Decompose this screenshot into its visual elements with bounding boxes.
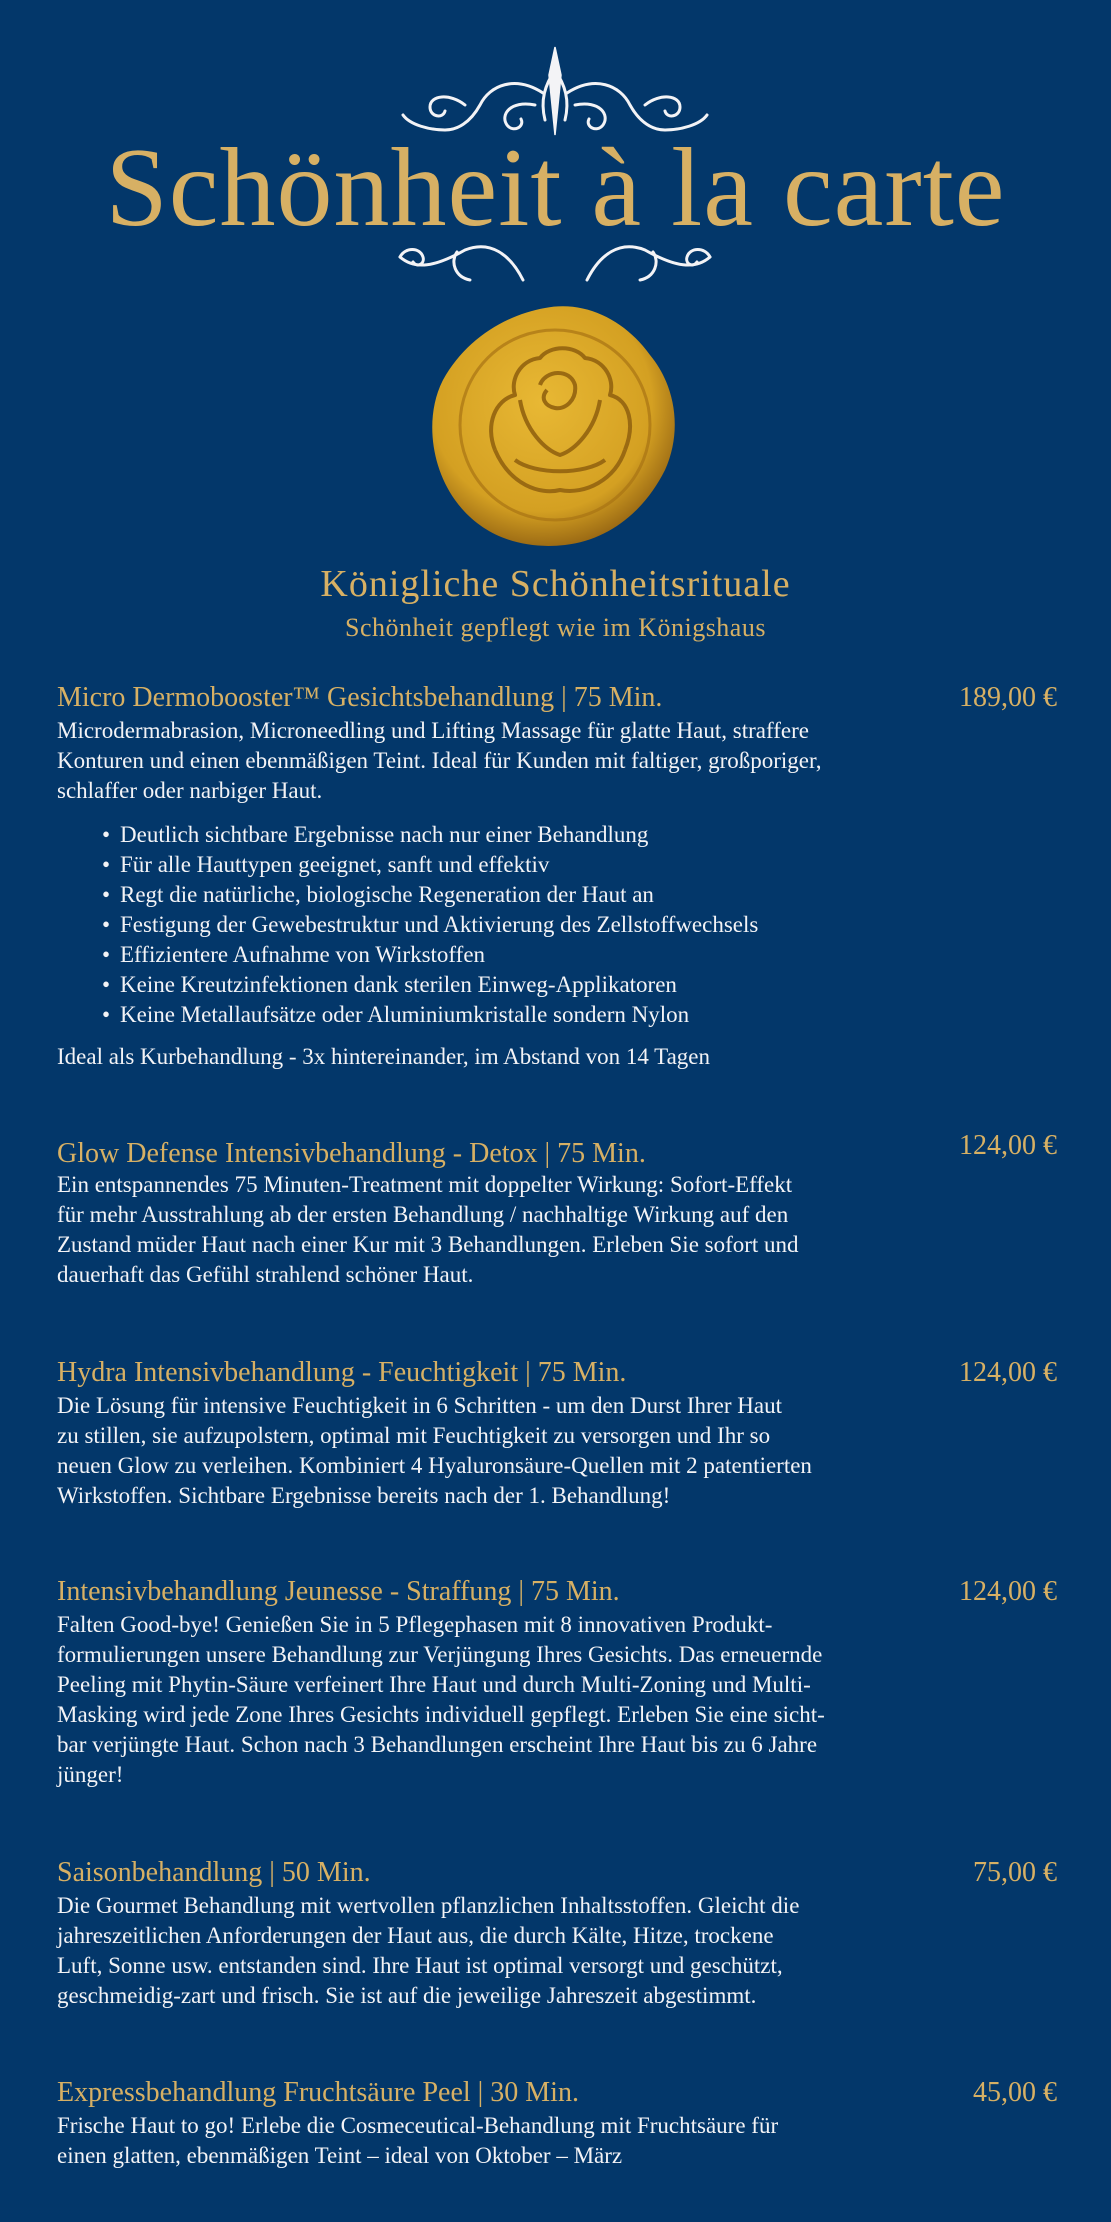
description-line: Luft, Sonne usw. entstanden sind. Ihre Haut ist optimal versorgt und geschützt, [57, 1953, 783, 1978]
treatment-item [57, 680, 1057, 1072]
description-line: jünger! [57, 1762, 124, 1787]
benefit-text: Keine Metallaufsätze oder Aluminiumkristalle sondern Nylon [120, 1002, 690, 1027]
section-tagline: Schönheit gepflegt wie im Königshaus [345, 613, 766, 642]
bullet-icon: • [102, 942, 111, 967]
treatment-name: Hydra Intensivbehandlung - Feuchtigkeit | 75 Min. [57, 1357, 627, 1388]
flourish-ornament-icon [395, 242, 715, 287]
treatment-name: Saisonbehandlung | 50 Min. [57, 1857, 371, 1888]
benefit-item [102, 910, 1057, 940]
treatment-name: Intensivbehandlung Jeunesse - Straffung | 75 Min. [57, 1576, 620, 1607]
description-line: einen glatten, ebenmäßigen Teint – ideal von Oktober – März [57, 2143, 623, 2168]
description-line: Die Lösung für intensive Feuchtigkeit in 6 Schritten - um den Durst Ihrer Haut [57, 1393, 782, 1418]
description-line: Ein entspannendes 75 Minuten-Treatment mit doppelter Wirkung: Sofort-Effekt [57, 1172, 793, 1197]
treatment-price: 124,00 € [959, 1130, 1057, 1161]
treatment-note: Ideal als Kurbehandlung - 3x hintereinander, im Abstand von 14 Tagen [57, 1044, 711, 1069]
description-line: formulierungen unsere Behandlung zur Verjüngung Ihres Gesichts. Das erneuernde [57, 1642, 823, 1667]
benefit-text: Deutlich sichtbare Ergebnisse nach nur einer Behandlung [120, 822, 649, 847]
treatment-price: 124,00 € [959, 1576, 1057, 1607]
description-line: zu stillen, sie aufzupolstern, optimal mit Feuchtigkeit zu versorgen und Ihr so [57, 1423, 771, 1448]
treatment-description [57, 1610, 1007, 1790]
treatment-price: 45,00 € [973, 2077, 1057, 2108]
treatment-price: 124,00 € [959, 1357, 1057, 1388]
treatment-price: 75,00 € [973, 1857, 1057, 1888]
treatment-item [57, 1855, 1057, 2011]
description-line: dauerhaft das Gefühl strahlend schöner Haut. [57, 1262, 474, 1287]
description-line: für mehr Ausstrahlung ab der ersten Behandlung / nachhaltige Wirkung auf den [57, 1202, 789, 1227]
benefit-text: Regt die natürliche, biologische Regeneration der Haut an [120, 882, 654, 907]
treatment-description [57, 2111, 1007, 2171]
bullet-icon: • [102, 822, 111, 847]
description-line: jahreszeitlichen Anforderungen der Haut aus, die durch Kälte, Hitze, trockene [57, 1923, 774, 1948]
bullet-icon: • [102, 912, 111, 937]
treatment-name: Micro Dermobooster™ Gesichtsbehandlung | 75 Min. [57, 682, 663, 713]
description-line: Masking wird jede Zone Ihres Gesichts individuell gepflegt. Erleben Sie eine sicht- [57, 1702, 825, 1727]
treatment-description [57, 1170, 1007, 1290]
description-line: bar verjüngte Haut. Schon nach 3 Behandlungen erscheint Ihre Haut bis zu 6 Jahre [57, 1732, 818, 1757]
benefit-text: Effizientere Aufnahme von Wirkstoffen [120, 942, 486, 967]
treatment-description [57, 1391, 1007, 1511]
treatment-price: 189,00 € [959, 682, 1057, 713]
treatment-item [57, 1355, 1057, 1511]
benefit-item [102, 940, 1057, 970]
benefit-text: Keine Kreutzinfektionen dank sterilen Einweg-Applikatoren [120, 972, 677, 997]
treatment-item [57, 1130, 1057, 1290]
description-line: Frische Haut to go! Erlebe die Cosmeceutical-Behandlung mit Fruchtsäure für [57, 2113, 779, 2138]
description-line: geschmeidig-zart und frisch. Sie ist auf die jeweilige Jahreszeit abgestimmt. [57, 1983, 757, 2008]
bullet-icon: • [102, 1002, 111, 1027]
description-line: Falten Good-bye! Genießen Sie in 5 Pflegephasen mit 8 innovativen Produkt- [57, 1612, 773, 1637]
description-line: Konturen und einen ebenmäßigen Teint. Ideal für Kunden mit faltiger, großporiger, [57, 748, 822, 773]
description-line: Wirkstoffen. Sichtbare Ergebnisse bereits nach der 1. Behandlung! [57, 1483, 671, 1508]
benefit-item [102, 1000, 1057, 1030]
bullet-icon: • [102, 852, 111, 877]
benefit-item [102, 850, 1057, 880]
description-line: Peeling mit Phytin-Säure verfeinert Ihre Haut und durch Multi-Zoning und Multi- [57, 1672, 811, 1697]
description-line: Die Gourmet Behandlung mit wertvollen pflanzlichen Inhaltsstoffen. Gleicht die [57, 1893, 800, 1918]
description-line: Zustand müder Haut nach einer Kur mit 3 Behandlungen. Erleben Sie sofort und [57, 1232, 799, 1257]
benefit-text: Festigung der Gewebestruktur und Aktivierung des Zellstoffwechsels [120, 912, 759, 937]
description-line: neuen Glow zu verleihen. Kombiniert 4 Hyaluronsäure-Quellen mit 2 patentierten [57, 1453, 812, 1478]
rose-wax-seal-icon [425, 300, 685, 550]
treatment-item [57, 2075, 1057, 2171]
benefit-list [57, 820, 1057, 1030]
benefit-item [102, 970, 1057, 1000]
bullet-icon: • [102, 972, 111, 997]
page-title: Schönheit à la carte [105, 126, 1006, 250]
bullet-icon: • [102, 882, 111, 907]
benefit-text: Für alle Hauttypen geeignet, sanft und effektiv [120, 852, 550, 877]
treatment-description [57, 716, 1007, 806]
treatment-item [57, 1574, 1057, 1790]
benefit-item [102, 880, 1057, 910]
description-line: Microdermabrasion, Microneedling und Lifting Massage für glatte Haut, straffere [57, 718, 809, 743]
treatment-description [57, 1891, 1007, 2011]
description-line: schlaffer oder narbiger Haut. [57, 778, 323, 803]
treatment-name: Expressbehandlung Fruchtsäure Peel | 30 Min. [57, 2077, 579, 2108]
treatment-name: Glow Defense Intensivbehandlung - Detox | 75 Min. [57, 1138, 646, 1169]
benefit-item [102, 820, 1057, 850]
section-subtitle: Königliche Schönheitsrituale [320, 563, 791, 605]
